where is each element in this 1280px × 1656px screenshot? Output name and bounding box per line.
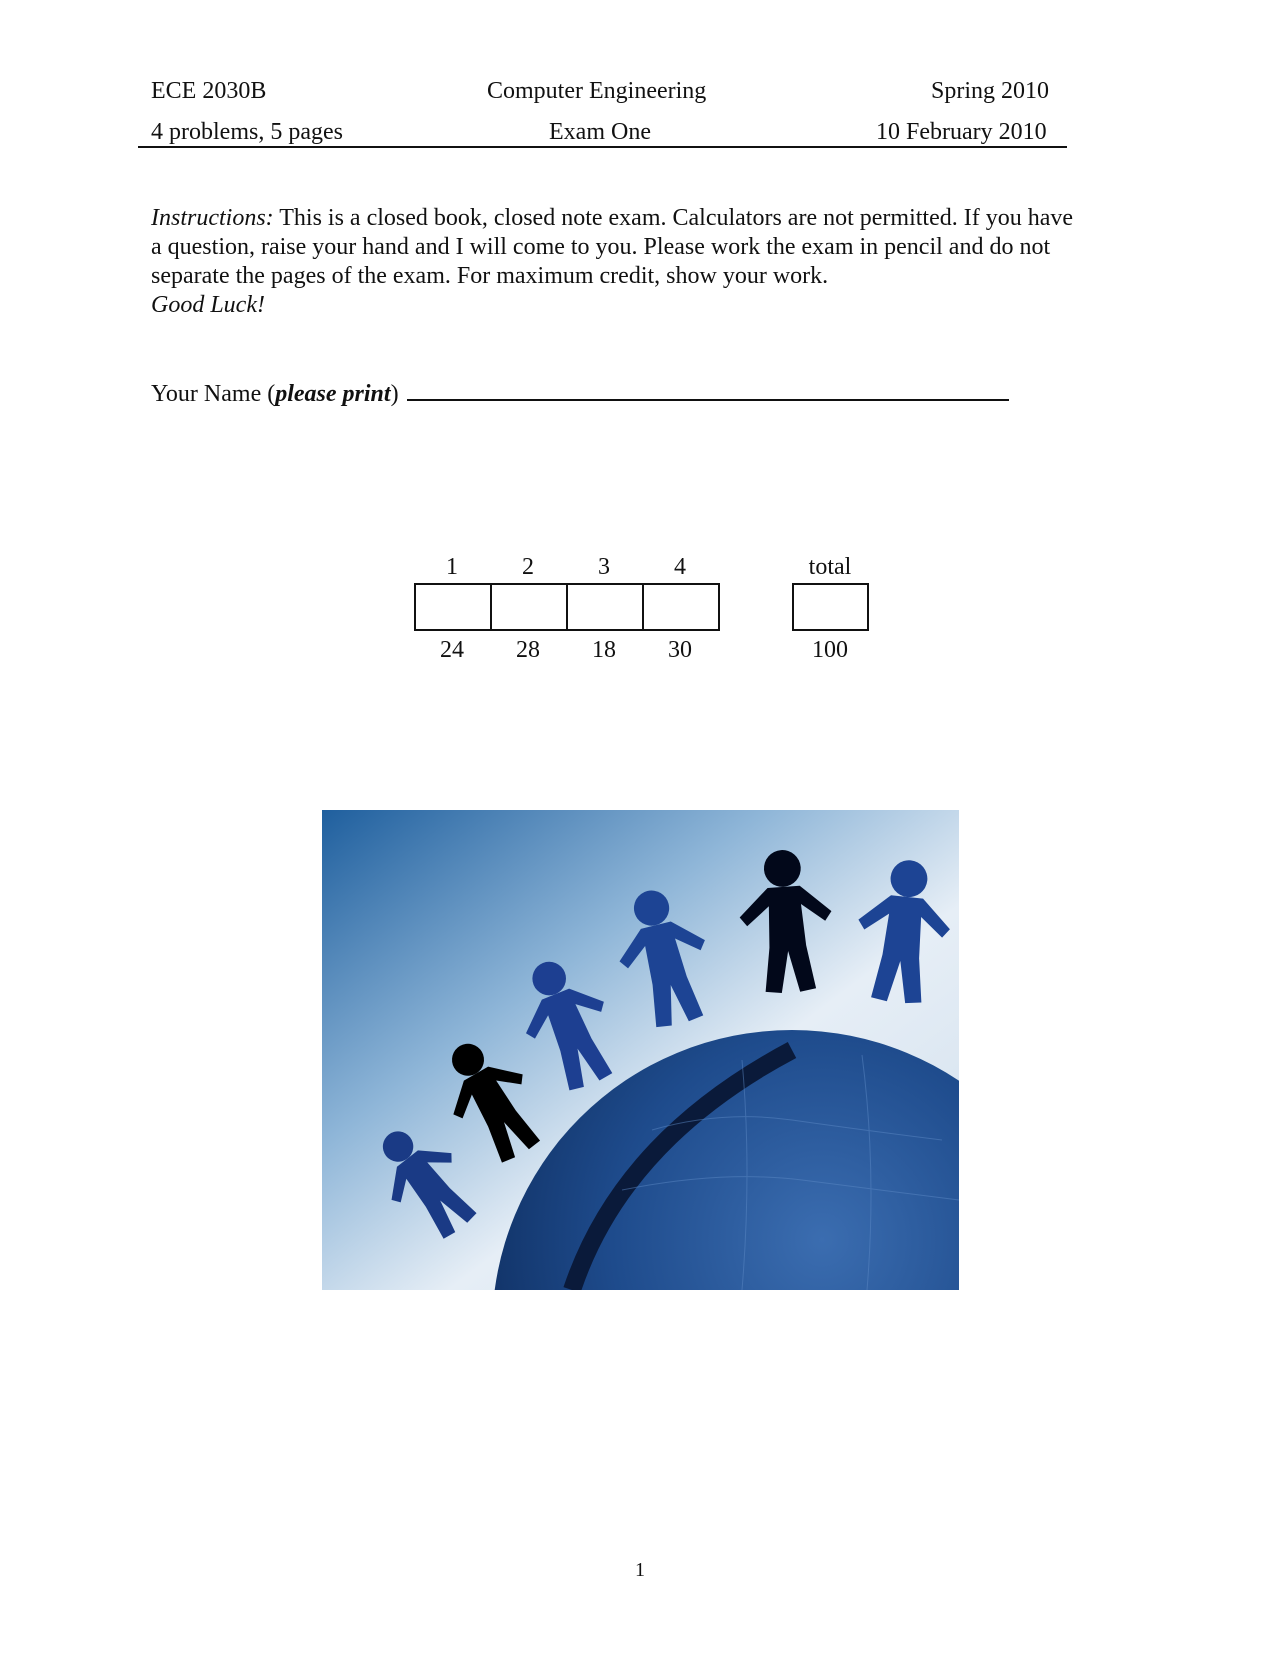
people-on-globe-image <box>322 810 959 1290</box>
name-label-start: Your Name ( <box>151 381 276 407</box>
problem-points-3: 18 <box>592 637 616 663</box>
good-luck-text: Good Luck! <box>151 292 265 318</box>
good-luck <box>151 291 1131 320</box>
instructions-line-2: a question, raise your hand and I will come to you. Please work the exam in pencil and do not <box>151 234 1051 260</box>
instructions-block <box>151 204 1131 320</box>
header-rule <box>138 146 1067 148</box>
course-code: ECE 2030B <box>151 78 267 104</box>
problem-points-4: 30 <box>668 637 692 663</box>
name-label-emphasis: please print <box>275 381 391 407</box>
total-points: 100 <box>812 637 848 663</box>
page-number: 1 <box>635 1559 645 1581</box>
name-label-end: ) <box>390 381 399 407</box>
total-label: total <box>808 554 852 580</box>
exam-term: Spring 2010 <box>931 78 1050 104</box>
name-field <box>151 377 1009 409</box>
instructions-line-1 <box>151 204 1131 233</box>
score-box-3[interactable] <box>566 583 644 631</box>
problem-number-3: 3 <box>598 554 610 580</box>
problem-points-2: 28 <box>516 637 540 663</box>
exam-title: Exam One <box>549 119 651 145</box>
score-box-1[interactable] <box>414 583 492 631</box>
score-box-total[interactable] <box>792 583 869 631</box>
problem-number-1: 1 <box>446 554 458 580</box>
score-box-2[interactable] <box>490 583 568 631</box>
problem-number-4: 4 <box>674 554 686 580</box>
instructions-text-1: This is a closed book, closed note exam. Calculators are not permitted. If you have <box>279 205 1074 231</box>
name-input-line[interactable] <box>407 377 1009 401</box>
problem-number-2: 2 <box>522 554 534 580</box>
exam-date: 10 February 2010 <box>876 119 1047 145</box>
problem-points-1: 24 <box>440 637 464 663</box>
score-box-4[interactable] <box>642 583 720 631</box>
instructions-lead: Instructions: <box>151 205 274 231</box>
course-subject: Computer Engineering <box>487 78 707 104</box>
problems-pages-count: 4 problems, 5 pages <box>151 119 343 145</box>
instructions-line-3: separate the pages of the exam. For maximum credit, show your work. <box>151 263 829 289</box>
